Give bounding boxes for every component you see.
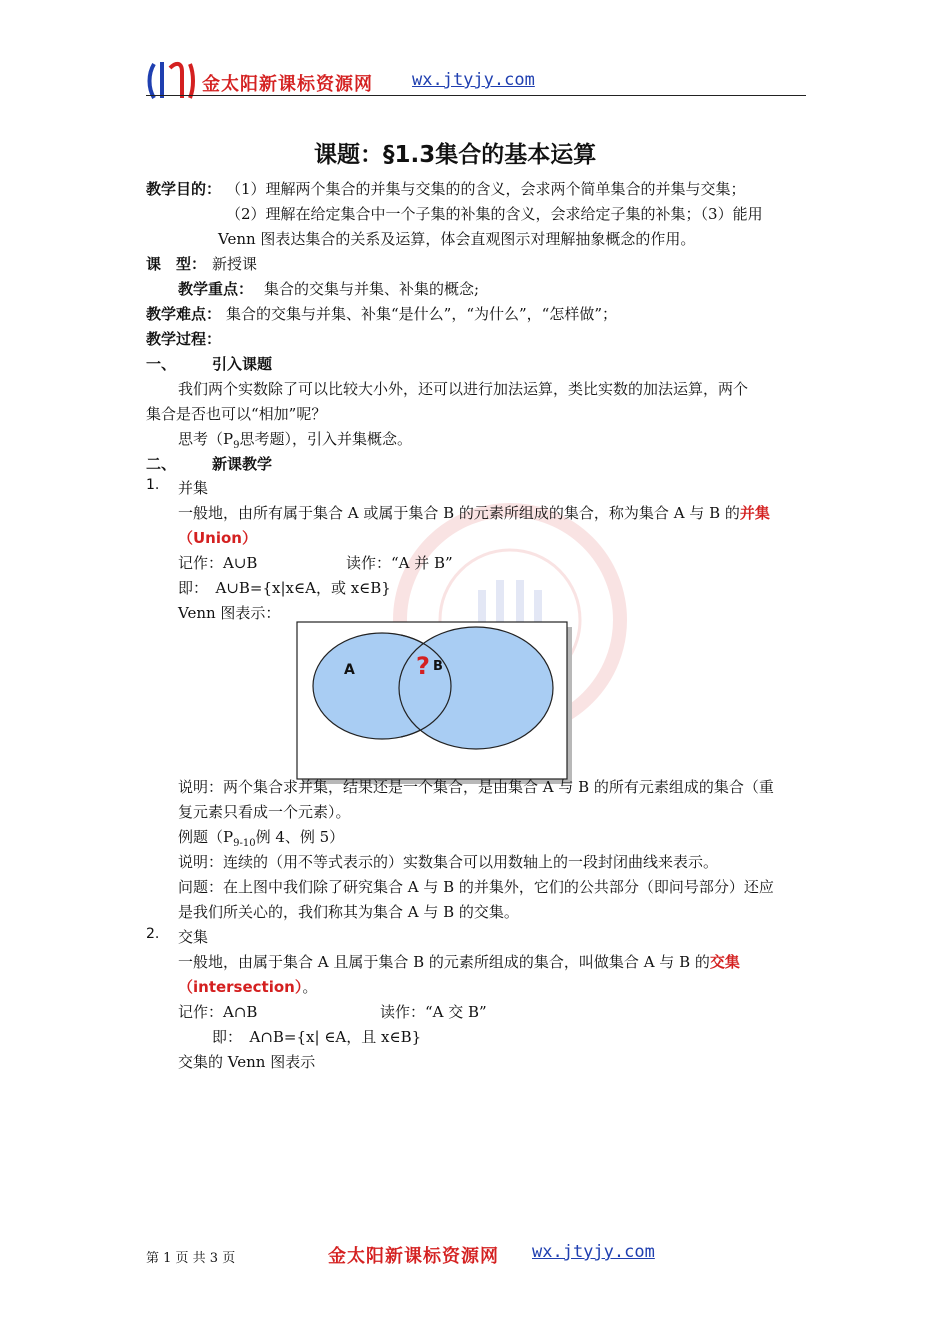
union-definition: 一般地，由所有属于集合 A 或属于集合 B 的元素所组成的集合，称为集合 A 与 B 的并集 — [178, 504, 770, 522]
key-points-label: 教学重点： — [178, 280, 254, 298]
process-label: 教学过程： — [146, 330, 222, 348]
union-question-line2: 是我们所关心的，我们称其为集合 A 与 B 的交集。 — [178, 903, 519, 921]
footer-url-link[interactable]: wx.jtyjy.com — [532, 1242, 655, 1262]
union-term: 并集 — [739, 504, 770, 522]
intersection-reading: 读作：“A 交 B” — [380, 1003, 487, 1021]
union-note-line2: 复元素只看成一个元素）。 — [178, 803, 351, 821]
union-question-line1: 问题：在上图中我们除了研究集合 A 与 B 的并集外，它们的公共部分（即问号部分）还应 — [178, 878, 774, 896]
section1-para-line2: 集合是否也可以“相加”呢？ — [146, 405, 327, 423]
header-brand: 金太阳新课标资源网 — [202, 74, 373, 95]
header-divider — [146, 95, 806, 96]
union-note-line1: 说明：两个集合求并集，结果还是一个集合，是由集合 A 与 B 的所有元素组成的集合（重 — [178, 778, 774, 796]
venn-label-b: B — [433, 659, 443, 674]
difficulties-label: 教学难点： — [146, 305, 222, 323]
intersection-term-english: （intersection） — [178, 978, 303, 996]
union-formula: 即： A∪B={x|x∈A，或 x∈B} — [178, 579, 391, 597]
union-term-english: （Union） — [178, 529, 257, 547]
section2-number: 二、 — [146, 455, 177, 473]
intersection-term-english-line: （intersection）。 — [178, 978, 318, 996]
objectives-line1: （1）理解两个集合的并集与交集的的含义，会求两个简单集合的并集与交集； — [226, 180, 746, 198]
intersection-title: 交集 — [178, 928, 209, 946]
union-note2: 说明：连续的（用不等式表示的）实数集合可以用数轴上的一段封闭曲线来表示。 — [178, 853, 719, 871]
union-notation: 记作：A∪B — [178, 554, 258, 572]
intersection-term: 交集 — [709, 953, 740, 971]
intersection-definition: 一般地，由属于集合 A 且属于集合 B 的元素所组成的集合，叫做集合 A 与 B 的交集 — [178, 953, 740, 971]
venn-label-a: A — [344, 662, 355, 678]
header-url-link[interactable]: wx.jtyjy.com — [412, 70, 535, 90]
union-reading: 读作：“A 并 B” — [346, 554, 453, 572]
section1-para-line1: 我们两个实数除了可以比较大小外，还可以进行加法运算，类比实数的加法运算，两个 — [178, 380, 749, 398]
union-number: 1. — [146, 477, 160, 493]
section1-title: 引入课题 — [212, 355, 273, 373]
objectives-label: 教学目的： — [146, 180, 222, 198]
lesson-type-value: 新授课 — [212, 255, 258, 273]
difficulties-value: 集合的交集与并集、补集“是什么”，“为什么”，“怎样做”； — [226, 305, 618, 323]
objectives-line3: Venn 图表达集合的关系及运算，体会直观图示对理解抽象概念的作用。 — [218, 230, 696, 248]
union-venn-label: Venn 图表示： — [178, 604, 281, 622]
venn-question-mark: ? — [416, 652, 430, 680]
intersection-number: 2. — [146, 926, 160, 942]
intersection-venn-label: 交集的 Venn 图表示 — [178, 1053, 316, 1071]
key-points-value: 集合的交集与并集、补集的概念; — [264, 280, 480, 298]
footer-brand: 金太阳新课标资源网 — [328, 1246, 499, 1267]
page-title: 课题：§1.3集合的基本运算 — [314, 142, 597, 168]
section2-title: 新课教学 — [212, 455, 273, 473]
section1-think: 思考（$P_9$思考题），引入并集概念。 — [178, 430, 412, 451]
section1-number: 一、 — [146, 355, 177, 373]
venn-set-b — [399, 627, 553, 749]
objectives-line2: （2）理解在给定集合中一个子集的补集的含义，会求给定子集的补集；（3）能用 — [226, 205, 763, 223]
union-venn-diagram — [296, 621, 576, 786]
union-example: 例题（$P_{9-10}$例 4、例 5） — [178, 828, 345, 849]
intersection-formula: 即： A∩B={x| ∈A，且 x∈B} — [212, 1028, 422, 1046]
lesson-type-label: 课 型： — [146, 255, 207, 273]
union-title: 并集 — [178, 479, 209, 497]
intersection-notation: 记作：A∩B — [178, 1003, 258, 1021]
footer-page-number: 第 1 页 共 3 页 — [146, 1251, 236, 1266]
